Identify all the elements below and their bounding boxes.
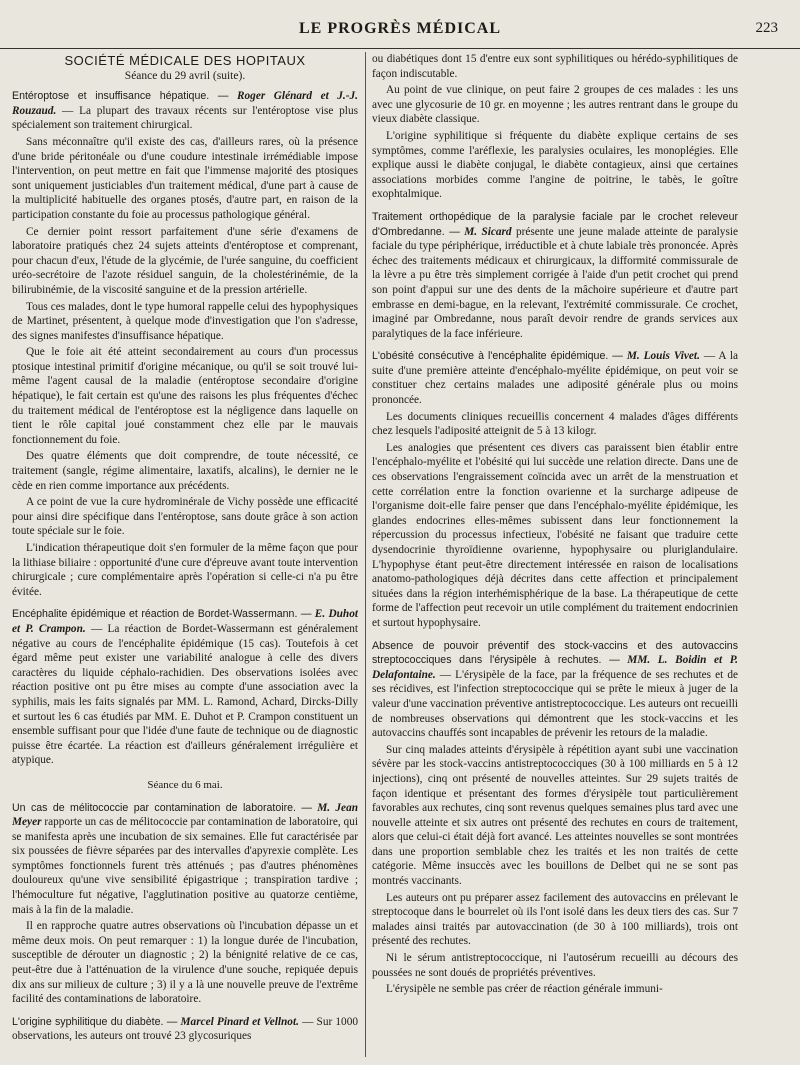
paragraph: L'indication thérapeutique doit s'en formuler de la même façon que pour la lithiase biliaire : opportunité d'une cure d'épreuve avant toute intervention chirurgicale ; cure complémentaire après l'opération si celle-ci n'a pu être évitée. <box>12 542 358 598</box>
article-authors: Roger Glénard et J.-J. Rouzaud. <box>12 90 358 117</box>
paragraph: ou diabétiques dont 15 d'entre eux sont syphilitiques ou hérédo-syphilitiques de façon indiscutable. <box>372 53 738 80</box>
article-authors: Marcel Pinard et Vellnot. <box>180 1015 299 1028</box>
paragraph: — Sur 1000 observations, les auteurs ont trouvé 23 glycosuriques <box>12 1015 358 1043</box>
article-melitococcie <box>12 801 358 918</box>
paragraph: Les analogies que présentent ces divers cas paraissent bien établir entre l'encéphalo-myélite et l'obésité qui lui succède une relation directe. Dans une de ces observations l'engraissement coïncida avec un arrêt de la menstruation et cette corrélation entre la fonction ovarienne et la surcharge adipeuse de l'organisme doit-elle faire penser que dans l'encéphalo-myélite épidémique, les glandes endocrines elles-mêmes subissent dans leur fonctionnement la répercussion du processus infectieux, l'obésité ne faisant que traduire cette dysendocrinie thyroïdienne ovarienne, hypophysaire ou pluriglandulaire. L'hypophyse étant peut-être directement intéressée en raison de localisations anatomo-pathologiques déjà décrites dans cette affection et principalement situées dans la région interhémisphérique de la base. La thérapeutique de cette forme de l'affection peut recevoir un utile complément du traitement endocrinien et surtout hypophysaire. <box>372 441 738 629</box>
paragraph: Sur cinq malades atteints d'érysipèle à répétition ayant subi une vaccination sévère par les stock-vaccins antistreptococciques (30 à 100 milliards en 5 à 12 injections), cinq ont présenté de nouvelles atteintes. Sur 29 sujets traités de façon identique et présentant des formes d'érysipèle tout particulièrement favorables aux rechutes, cinq sont revenus quelques semaines plus tard avec une nouvelle atteinte et six autres ont présenté des rechutes en cours de traitement, alors que celui-ci était déjà fort avancé. Les atteintes nouvelles se sont montrées dans une proportion semblable chez les traités et les non traités de cette catégorie. Même insuccès avec les bouillons de Delbet qui ne se sont pas montrés vaccinants. <box>372 743 738 888</box>
article-obesite <box>372 349 738 407</box>
article-authors: MM. L. Boidin et P. Delafontaine. <box>372 654 738 681</box>
paragraph: Il en rapproche quatre autres observations où l'incubation dépasse un et même deux mois. On peut remarquer : 1) la longue durée de l'incubation, susceptible de dérouter un diagnostic ; 2) la bénignité relative de ce cas, peut-être due à l'atténuation de la virulence d'une souche, repiquée depuis dix ans sur milieux de culture ; 3) il y a là une nouvelle preuve de l'extrême facilité des contaminations de laboratoire. <box>12 920 358 1006</box>
article-heading: L'obésité consécutive à l'encéphalite épidémique. — <box>372 350 623 363</box>
paragraph: Que le foie ait été atteint secondairement au cours d'un processus ptosique intestinal primitif d'origine mécanique, ou qu'il se soit trouvé lui-même l'agent causal de la maladie (entéroptose secondaire d'origine hépatique), le fait certain est qu'une des raisons les plus fréquentes d'échec du traitement médical de l'entéroptose est la négligence dans laquelle on tient le rôle capital joué constamment chez elle par le mauvais fonctionnement du foie. <box>12 346 358 446</box>
paragraph: — La plupart des travaux récents sur l'entéroptose vise plus spécialement son traitement chirurgical. <box>12 104 358 132</box>
article-heading: Absence de pouvoir préventif des stock-vaccins et des autovaccins streptococciques dans l'érysipèle à rechutes. — <box>372 639 738 667</box>
paragraph: Ni le sérum antistreptococcique, ni l'autosérum recueilli au décours des poussées ne sont doués de propriétés préventives. <box>372 952 738 979</box>
paragraph: présente une jeune malade atteinte de paralysie faciale du type périphérique, irréductible et à chute labiale très prononcée. Après échec des traitements médicaux et chirurgicaux, la difformité commissurale de la lèvre a pu être très simplement corrigée à l'aide d'un petit crochet qui prend son point d'appui sur une des dents de la mâchoire supérieure et d'autre part embrasse en demi-bague, en la relevant, l'extrémité commissurale. Ce crochet, imaginé par Ombredanne, nous paraît devoir rendre de grands services aux paralytiques de la face inférieure. <box>372 225 738 340</box>
right-column <box>372 52 738 1060</box>
article-heading: Entéroptose et insuffisance hépatique. — <box>12 90 229 103</box>
article-authors: M. Sicard <box>464 225 512 238</box>
article-encephalite-bw <box>12 607 358 768</box>
society-title: SOCIÉTÉ MÉDICALE DES HOPITAUX <box>64 53 306 68</box>
journal-title: LE PROGRÈS MÉDICAL <box>298 20 502 37</box>
paragraph: Ce dernier point ressort parfaitement d'une série d'examens de laboratoire pratiqués chez 24 sujets atteints d'entéroptose et comprenant, pour chacun d'eux, l'étude de la glycémie, de l'urée sanguine, du coefficient uréo-secrétoire de l'azote résiduel sanguin, de la cholestérinémie, de la bilirubinémie, de la viscosité sanguine et de la pression artérielle. <box>12 225 358 296</box>
article-authors: M. Louis Vivet. <box>626 350 700 363</box>
running-header <box>0 14 800 49</box>
article-paralysie-faciale <box>372 210 738 341</box>
paragraph: Les auteurs ont pu préparer assez facilement des autovaccins en prélevant le streptocoque dans le bourrelet où ils l'ont isolé dans les deux tiers des cas. Sur 7 malades ainsi traités par autovaccination (de 30 à 100 milliards), trois ont présenté des rechutes. <box>372 891 738 948</box>
paragraph: Les documents cliniques recueillis concernent 4 malades d'âges différents chez lesquels l'adiposité atteignit de 5 à 13 kilogr. <box>372 410 738 438</box>
article-heading: Traitement orthopédique de la paralysie faciale par le crochet releveur d'Ombredanne. — <box>372 210 738 238</box>
paragraph: rapporte un cas de mélitococcie par contamination de laboratoire, qui se manifesta après une incubation de six semaines. Elle fut caractérisée par six poussées de fièvre séparées par des intervalles d'apyrexie complète. Les symptômes fonctionnels furent très atténués ; pas d'autres phénomènes douloureux qu'une vive sensibilité épigastrique ; transpiration tardive ; l'hémoculture fut négative, l'agglutination positive au quatorze centième, mais à la fin de la maladie. <box>12 816 358 916</box>
paragraph: L'érysipèle ne semble pas créer de réaction générale immuni- <box>386 983 663 996</box>
paragraph: — A la suite d'une première atteinte d'encéphalo-myélite épidémique, on peut voir se constituer chez certains malades une adiposité générale plus ou moins prononcée. <box>372 350 738 407</box>
paragraph: Tous ces malades, dont le type humoral rappelle celui des hypophysiques de Martinet, présentent, à quelque mode d'investigation que l'on s'adresse, des signes manifestes d'insuffisance hépatique. <box>12 300 358 342</box>
article-heading: Encéphalite épidémique et réaction de Bordet-Wassermann. — <box>12 608 312 621</box>
column-divider <box>365 52 366 1057</box>
page-number: 223 <box>755 20 778 36</box>
paragraph: — L'érysipèle de la face, par la fréquence de ses rechutes et de ses récidives, est l'infection streptococcique qui se prête le mieux à juger de la valeur d'une vaccination préventive antistreptococcique. Les auteurs ont recueilli de nombreuses observations qui démontrent que les stock-vaccins et les autovaccins chauffés sont incapables de prévenir les retours de la maladie. <box>372 668 738 740</box>
article-heading: Un cas de mélitococcie par contamination de laboratoire. — <box>12 801 312 814</box>
paragraph: Sans méconnaître qu'il existe des cas, d'ailleurs rares, où la présence d'une bride péritonéale ou d'une coudure intestinale irrémédiable impose l'intervention, on peut mettre en fait que l'immense majorité des ptosiques sont uniquement justiciables d'un traitement médical, d'une part à cause de la multiplicité habituelle des organes ptosés, d'autre part, en raison de la participation constante du foie au processus pathologique général. <box>12 135 358 221</box>
article-heading: L'origine syphilitique du diabète. — <box>12 1015 178 1028</box>
session-heading: Séance du 6 mai. <box>147 778 223 791</box>
left-column <box>12 52 358 1060</box>
article-erysipele <box>372 639 738 741</box>
session-subtitle: Séance du 29 avril (suite). <box>124 69 246 82</box>
article-authors: M. Jean Meyer <box>12 801 358 829</box>
article-enteroptose <box>12 89 358 133</box>
paragraph: L'origine syphilitique si fréquente du diabète explique certains de ses symptômes, comme l'aréflexie, les paralysies oculaires, les monoplégies. Elle explique aussi le diabète conjugal, le diabète contagieux, ainsi que certaines associations morbides comme l'angine de poitrine, le tabès, le goître exophtalmique. <box>372 129 738 201</box>
article-authors: E. Duhot et P. Crampon. <box>12 608 358 635</box>
paragraph: — La réaction de Bordet-Wassermann est généralement négative au cours de l'encéphalite épidémique (15 cas). Toutefois à cet égard même peut exister une variabilité analogue à celle des divers caractères du liquide céphalo-rachidien. Des observations isolées avec réaction positive ont pu être mises au compte d'une association avec la syphilis, mais les faits signalés par MM. L. Ramond, Achard, Dircks-Dilly et surtout les 6 cas étudiés par MM. E. Duhot et P. Crampon constituent un ensemble suffisant pour que l'idée d'une faute de technique ou de diagnostic puisse être écartée. La réaction est d'ailleurs généralement irrégulière et atypique. <box>12 622 358 767</box>
paragraph: Au point de vue clinique, on peut faire 2 groupes de ces malades : les uns avec une glycosurie de 10 gr. en moyenne ; les autres rentrant dans le groupe du vieux diabète classique. <box>372 84 738 126</box>
paragraph: A ce point de vue la cure hydrominérale de Vichy possède une efficacité pour ainsi dire spécifique dans l'entéroptose, sans doute grâce à son action toute spéciale sur le foie. <box>12 496 358 538</box>
article-diabete <box>12 1015 358 1044</box>
paragraph: Des quatre éléments que doit comprendre, de toute nécessité, ce traitement (sangle, régime alimentaire, laxatifs, alcalins), le dernier ne le cède en rien comme importance aux précédents. <box>12 450 358 492</box>
